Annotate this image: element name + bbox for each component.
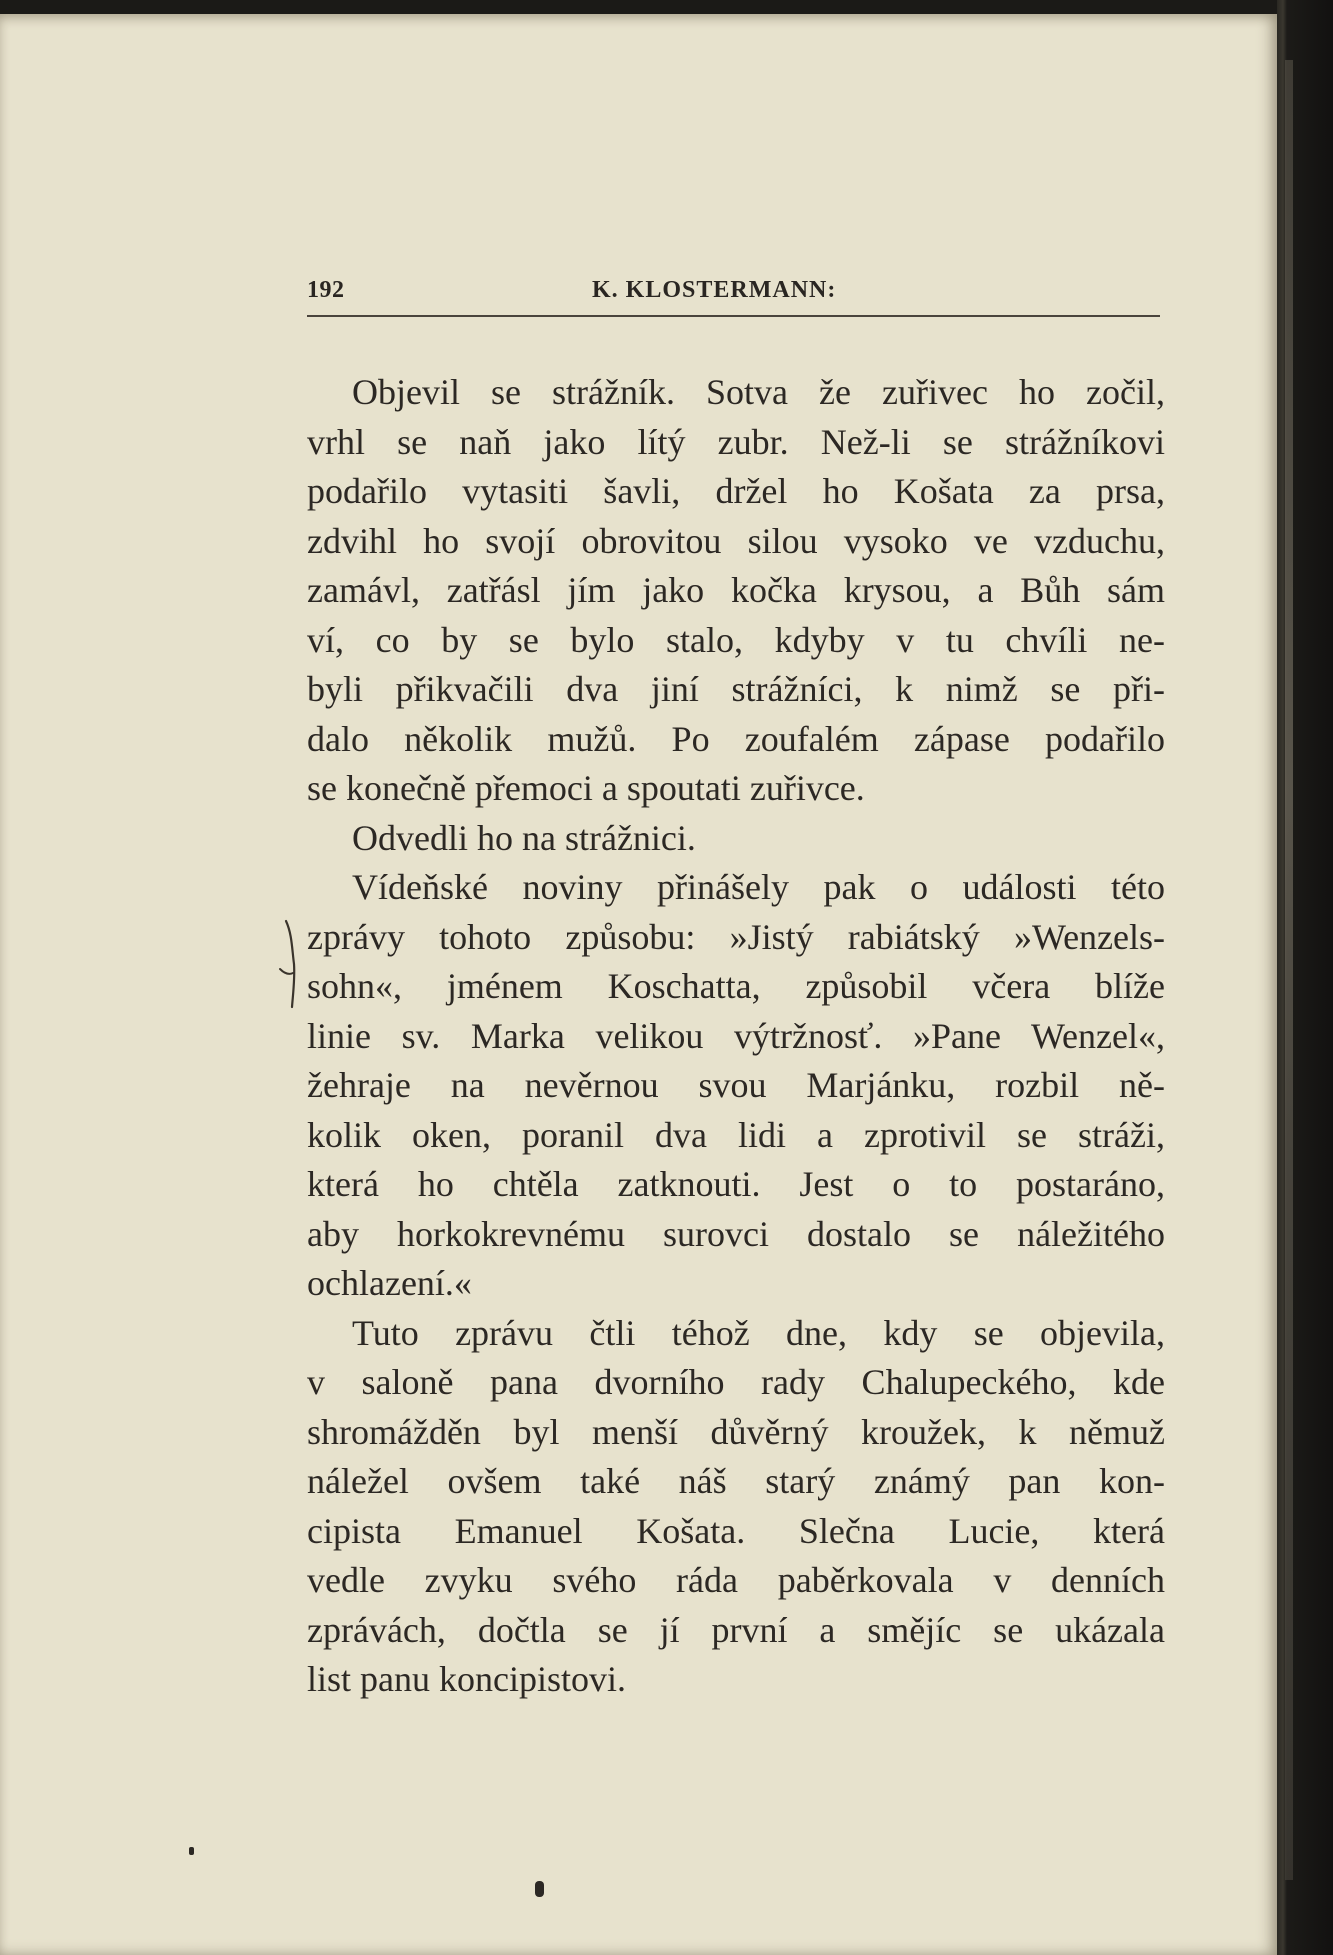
text-line: ví, co by se bylo stalo, kdyby v tu chvíli ne- [307,619,1165,660]
running-head: K. KLOSTERMANN: [592,277,837,303]
text-line: byli přikvačili dva jiní strážníci, k nimž se při- [307,669,1165,709]
text-line: shromážděn byl menší důvěrný kroužek, k němuž [307,1411,1165,1452]
page-binding-edge [1277,0,1333,1955]
adjacent-page-edge [1285,60,1293,1880]
text-line: Odvedli ho na strážnici. [352,817,696,858]
text-line: podařilo vytasiti šavli, držel ho Košata za prsa, [307,471,1165,511]
text-line: cipista Emanuel Košata. Slečna Lucie, která [307,1510,1165,1551]
page-header [307,277,1157,317]
text-line: zprávách, dočtla se jí první a smějíc se ukázala [307,1609,1165,1650]
text-line: se konečně přemoci a spoutati zuřivce. [307,768,865,808]
text-line: kolik oken, poranil dva lidi a zprotivil se stráži, [307,1114,1165,1155]
text-line: list panu koncipistovi. [307,1659,626,1699]
text-line: ochlazení.« [307,1263,472,1303]
text-line: zprávy tohoto způsobu: »Jistý rabiátský »Wenzels- [307,916,1165,957]
text-line: linie sv. Marka velikou výtržnosť. »Pane Wenzel«, [307,1015,1165,1056]
text-line: zamávl, zatřásl jím jako kočka krysou, a Bůh sám [307,570,1165,610]
body-text [307,368,1165,1705]
ink-speck [535,1881,544,1897]
text-line: Objevil se strážník. Sotva že zuřivec ho zočil, [352,372,1165,412]
page-number: 192 [307,277,345,303]
text-line: dalo několik mužů. Po zoufalém zápase podařilo [307,718,1165,759]
text-line: Tuto zprávu čtli téhož dne, kdy se objevila, [352,1312,1165,1353]
text-line: Vídeňské noviny přinášely pak o události této [352,867,1165,907]
ink-speck [189,1847,194,1855]
text-line: zdvihl ho svojí obrovitou silou vysoko ve vzduchu, [307,520,1165,561]
text-line: v saloně pana dvorního rady Chalupeckého, kde [307,1362,1165,1402]
text-line: vrhl se naň jako lítý zubr. Než-li se strážníkovi [307,421,1165,462]
text-line: vedle zvyku svého ráda paběrkovala v denních [307,1560,1165,1600]
text-line: která ho chtěla zatknouti. Jest o to postaráno, [307,1164,1165,1204]
text-line: náležel ovšem také náš starý známý pan kon- [307,1461,1165,1501]
text-line: sohn«, jménem Koschatta, způsobil včera blíže [307,966,1165,1006]
text-line: žehraje na nevěrnou svou Marjánku, rozbil ně- [307,1065,1165,1105]
header-rule [307,315,1160,317]
pencil-mark-icon [278,919,308,1009]
text-line: aby horkokrevnému surovci dostalo se náležitého [307,1213,1165,1254]
book-page [0,14,1277,1955]
